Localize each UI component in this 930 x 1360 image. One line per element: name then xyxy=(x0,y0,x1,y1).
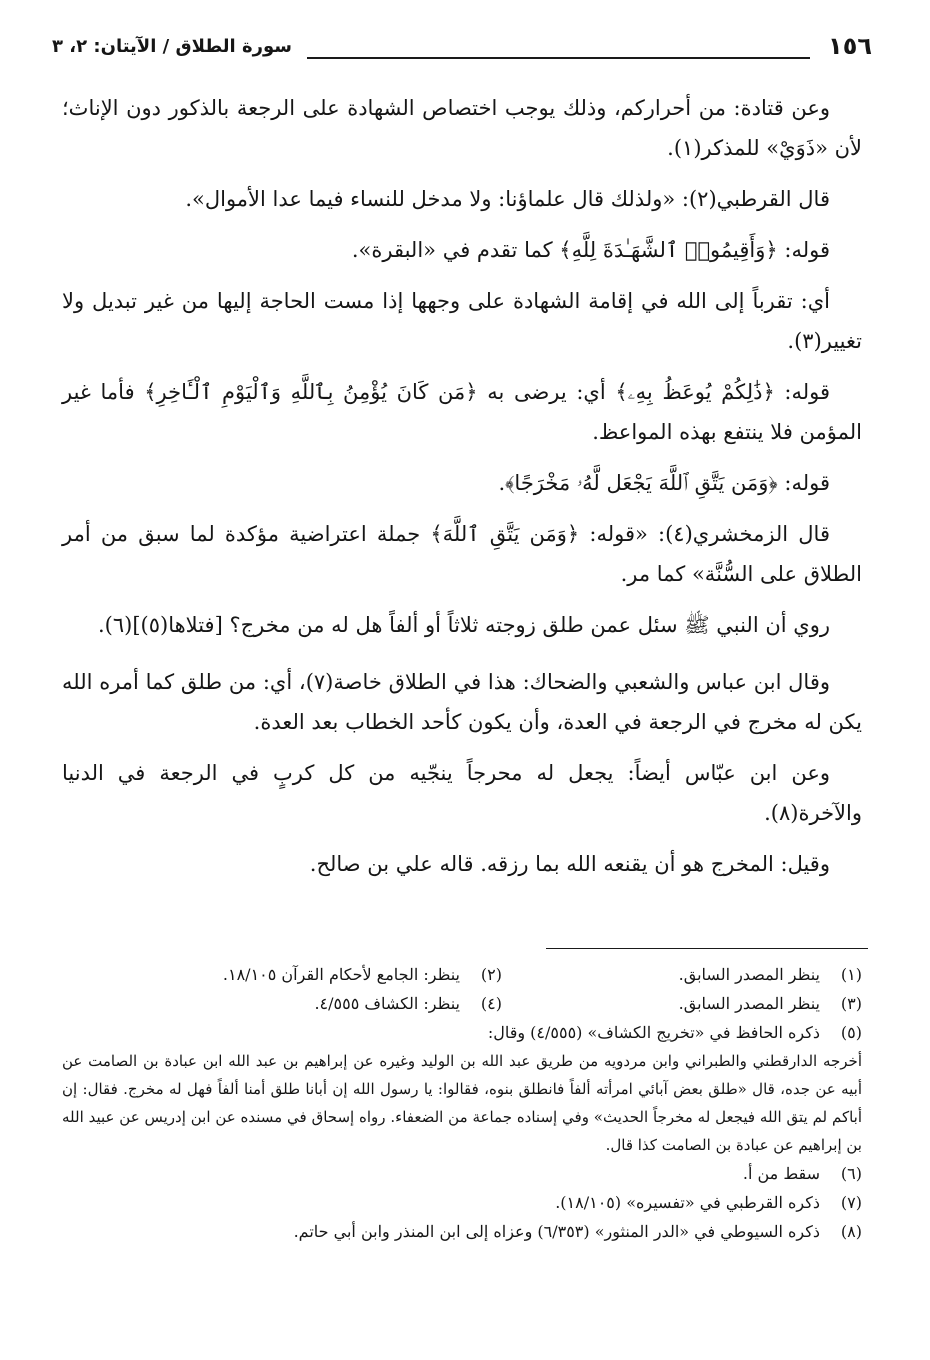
footnote-text: ذكره الحافظ في «تخريج الكشاف» (٤/٥٥٥) وقال: xyxy=(487,1023,820,1042)
page-header xyxy=(52,30,872,70)
footnote-separator xyxy=(546,948,868,949)
footnotes xyxy=(62,960,862,1246)
footnote-text: ذكره القرطبي في «تفسيره» (١٨/١٠٥). xyxy=(555,1193,820,1212)
footnote-number: (١) xyxy=(840,965,862,984)
footnote-text: سقط من أ. xyxy=(742,1164,820,1183)
footnote-text: ينظر المصدر السابق. xyxy=(678,965,820,984)
footnote-number: (٦) xyxy=(840,1164,862,1183)
footnote-number: (٧) xyxy=(840,1193,862,1212)
footnote-number: (٤) xyxy=(480,994,502,1013)
footnote-row xyxy=(62,1018,862,1047)
paragraph: قوله: ﴿ذَٰلِكُمْ يُوعَظُ بِهِۦ﴾ أي: يرضى به ﴿مَن كَانَ يُؤْمِنُ بِٱللَّهِ وَٱلْيَوْمِ ٱلْـَٔاخِرِ﴾ فأما غير المؤمن فلا ينتفع بهذه المواعظ. xyxy=(62,380,862,444)
paragraph: قوله: ﴿وَمَن يَتَّقِ ٱللَّهَ يَجْعَل لَّهُۥ مَخْرَجًا﴾. xyxy=(498,471,830,495)
footnote-row xyxy=(62,1159,862,1188)
footnote-text: ينظر: الكشاف ٤/٥٥٥. xyxy=(314,994,460,1013)
footnote-row xyxy=(62,989,862,1018)
paragraph: وقيل: المخرج هو أن يقنعه الله بما رزقه. قاله علي بن صالح. xyxy=(309,852,830,876)
footnote-text: ينظر: الجامع لأحكام القرآن ١٨/١٠٥. xyxy=(222,965,460,984)
paragraph: قوله: ﴿وَأَقِيمُوا۟ ٱلشَّهَـٰدَةَ لِلَّهِ﴾ كما تقدم في «البقرة». xyxy=(351,238,830,262)
footnote-text: ذكره السيوطي في «الدر المنثور» (٦/٣٥٣) وعزاه إلى ابن المنذر وابن أبي حاتم. xyxy=(293,1222,820,1241)
page-number: ١٥٦ xyxy=(828,32,872,60)
footnote-quote: أخرجه الدارقطني والطبراني وابن مردويه من طريق عبد الله بن الوليد وغيره عن إبراهيم بن عبد الله ابن عبادة بن الصامت عن أبيه عن جده، قال «طلق بعض آبائي امرأته ألفاً فانطلق بنوه، فقالوا: يا رسول الله إن أبانا طلق أمنا ألفاً فهل له مخرج. فقال: إن أباكم لم يتق الله فيجعل له مخرجاً الحديث» وفي إسناده جماعة من الضعفاء. رواه إسحاق في مسنده عن ابن إدريس عن عبيد الله بن إبراهيم عن عبادة بن الصامت كذا قال. xyxy=(62,1052,862,1154)
paragraph: وقال ابن عباس والشعبي والضحاك: هذا في الطلاق خاصة(٧)، أي: من طلق كما أمره الله يكن له مخرج في الرجعة في العدة، وأن يكون كأحد الخطاب بعد العدة. xyxy=(62,670,862,734)
paragraph: وعن ابن عبّاس أيضاً: يجعل له محرجاً ينجّيه من كل كربٍ في الرجعة في الدنيا والآخرة(٨). xyxy=(62,761,862,825)
header-rule xyxy=(307,57,810,59)
paragraph: روي أن النبي ﷺ سئل عمن طلق زوجته ثلاثاً أو ألفاً هل له من مخرج؟ [فتلاها(٥)](٦). xyxy=(97,613,830,637)
running-title: سورة الطلاق / الآيتان: ٢، ٣ xyxy=(52,36,292,57)
footnote-row xyxy=(62,1188,862,1217)
footnote-number: (٣) xyxy=(840,994,862,1013)
footnote-text: ينظر المصدر السابق. xyxy=(678,994,820,1013)
footnote-number: (٥) xyxy=(840,1023,862,1042)
footnote-number: (٨) xyxy=(840,1222,862,1241)
paragraph: قال الزمخشري(٤): «قوله: ﴿وَمَن يَتَّقِ ٱللَّهَ﴾ جملة اعتراضية مؤكدة لما سبق من أمر الطلاق على السُّنَّة» كما مر. xyxy=(62,522,862,586)
main-text xyxy=(62,88,862,895)
paragraph: قال القرطبي(٢): «ولذلك قال علماؤنا: ولا مدخل للنساء فيما عدا الأموال». xyxy=(185,187,830,211)
paragraph: وعن قتادة: من أحراركم، وذلك يوجب اختصاص الشهادة على الرجعة بالذكور دون الإناث؛ لأن «ذَوَيْ» للمذكر(١). xyxy=(62,96,862,160)
footnote-row xyxy=(62,960,862,989)
footnote-number: (٢) xyxy=(480,965,502,984)
paragraph: أي: تقرباً إلى الله في إقامة الشهادة على وجهها إذا مست الحاجة إليها من غير تبديل ولا تغيير(٣). xyxy=(62,289,862,353)
footnote-row xyxy=(62,1217,862,1246)
